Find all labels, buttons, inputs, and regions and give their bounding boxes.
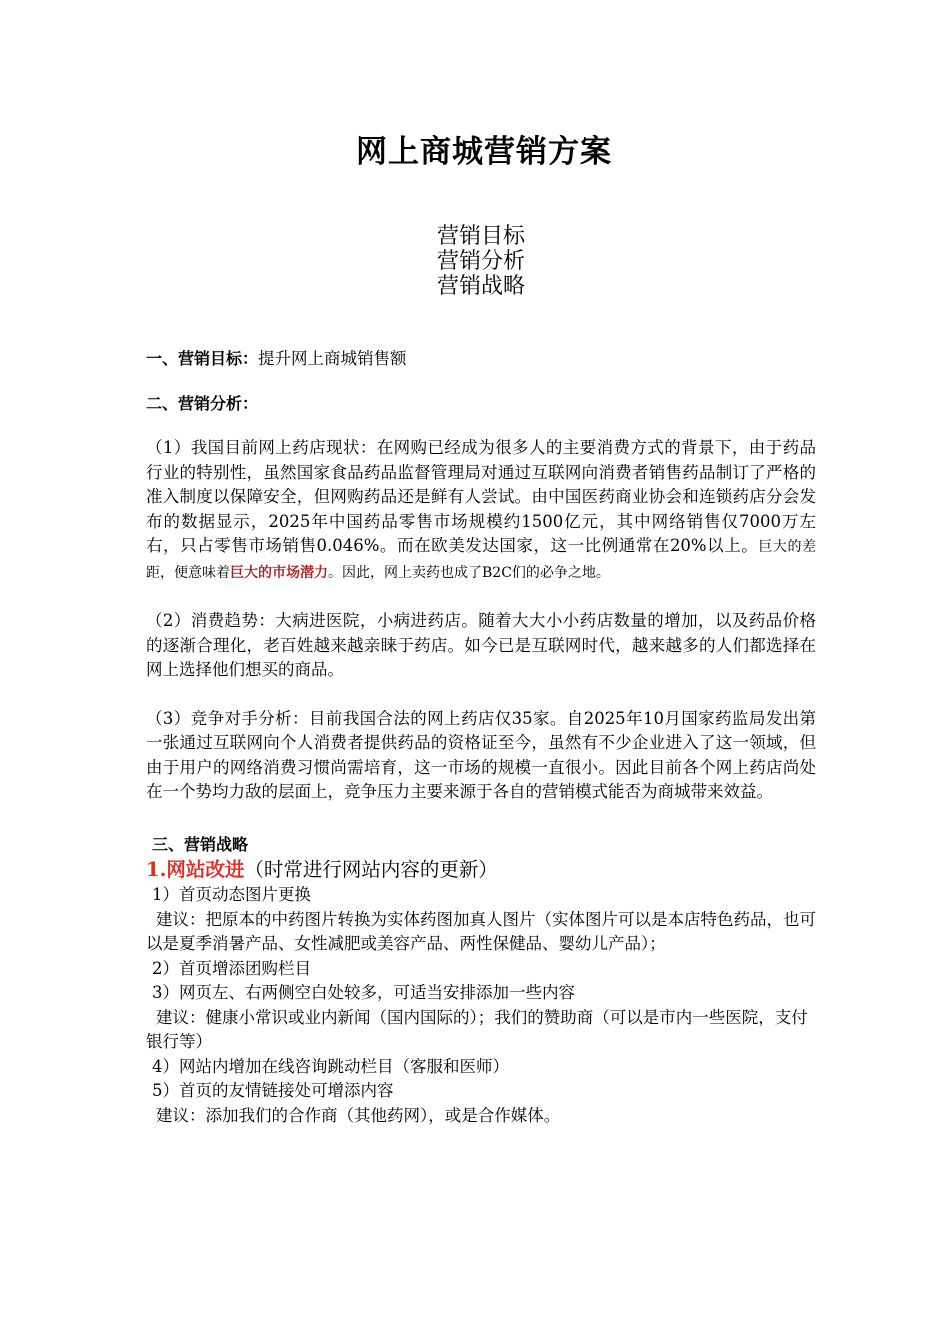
toc-item: 营销目标 [436, 224, 525, 249]
suggestion-item: 建议：健康小常识或业内新闻（国内国际的）；我们的赞助商（可以是市内一些医院，支付银行等） [146, 1007, 808, 1051]
highlight-text: 巨大的市场潜力 [230, 564, 328, 581]
document-body [146, 347, 816, 1128]
suggestion-item: 建议：添加我们的合作商（其他药网），或是合作媒体。 [156, 1105, 561, 1125]
section-text: 提升网上商城销售额 [258, 349, 407, 368]
section-marketing-goal [146, 347, 816, 372]
section-heading: 三、营销战略 [152, 834, 249, 854]
paragraph-competitor-analysis: （3）竞争对手分析：目前我国合法的网上药店仅35家。自2025年10月国家药监局发出第一张通过互联网向个人消费者提供药品的资格证至今，虽然有不少企业进入了这一领域，但由于用户的网络消费习惯尚需培育，这一市场的规模一直很小。因此目前各个网上药店尚处在一个势均力敌的层面上，竞争压力主要来源于各自的营销模式能否为商城带来效益。 [146, 708, 816, 801]
paragraph-consumer-trend: （2）消费趋势：大病进医院，小病进药店。随着大大小小药店数量的增加，以及药品价格的逐渐合理化，老百姓越来越亲睐于药店。如今已是互联网时代，越来越多的人们都选择在网上选择他们想买的商品。 [146, 611, 816, 679]
toc-item: 营销战略 [436, 274, 525, 299]
paragraph-text: （1）我国目前网上药店现状：在网购已经成为很多人的主要消费方式的背景下，由于药品行业的特别性，虽然国家食品药品监督管理局对通过互联网向消费者销售药品制订了严格的准入制度以保障安全，但网购药品还是鲜有人尝试。由中国医药商业协会和连锁药店分会发布的数据显示，2025年中国药品零售市场规模约1500亿元，其中网络销售仅7000万左右，只占零售市场销售0.046%。而在欧美发达国家，这一比例通常在20%以上。 [146, 438, 816, 555]
list-item: 3）网页左、右两侧空白处较多，可适当安排添加一些内容 [152, 983, 575, 1002]
list-item: 4）网站内增加在线咨询跳动栏目（客服和医师） [152, 1056, 509, 1076]
section-heading: 一、营销目标： [146, 349, 259, 368]
subsection-number: 1.网站改进 [146, 858, 245, 881]
suggestion-item: 建议：把原本的中药图片转换为实体药图加真人图片（实体图片可以是本店特色药品，也可以是夏季消暑产品、女性减肥或美容产品、两性保健品、婴幼儿产品）； [146, 909, 816, 953]
list-item: 5）首页的友情链接处可增添内容 [152, 1081, 394, 1100]
toc-item: 营销分析 [436, 249, 525, 274]
list-item: 1）首页动态图片更换 [152, 885, 311, 904]
paragraph-current-status [146, 436, 816, 585]
subsection-note: （时常进行网站内容的更新） [244, 858, 498, 881]
paragraph-small-text: 巨大的差距，便意味着 [146, 539, 817, 581]
subsection-heading [146, 857, 816, 883]
document-title: 网上商城营销方案 [356, 134, 612, 170]
table-of-contents [0, 224, 950, 299]
paragraph-small-text: 。因此，网上卖药也成了B2C们的必争之地。 [328, 564, 610, 581]
section-heading: 二、营销分析： [146, 393, 259, 413]
list-item: 2）首页增添团购栏目 [152, 958, 311, 978]
